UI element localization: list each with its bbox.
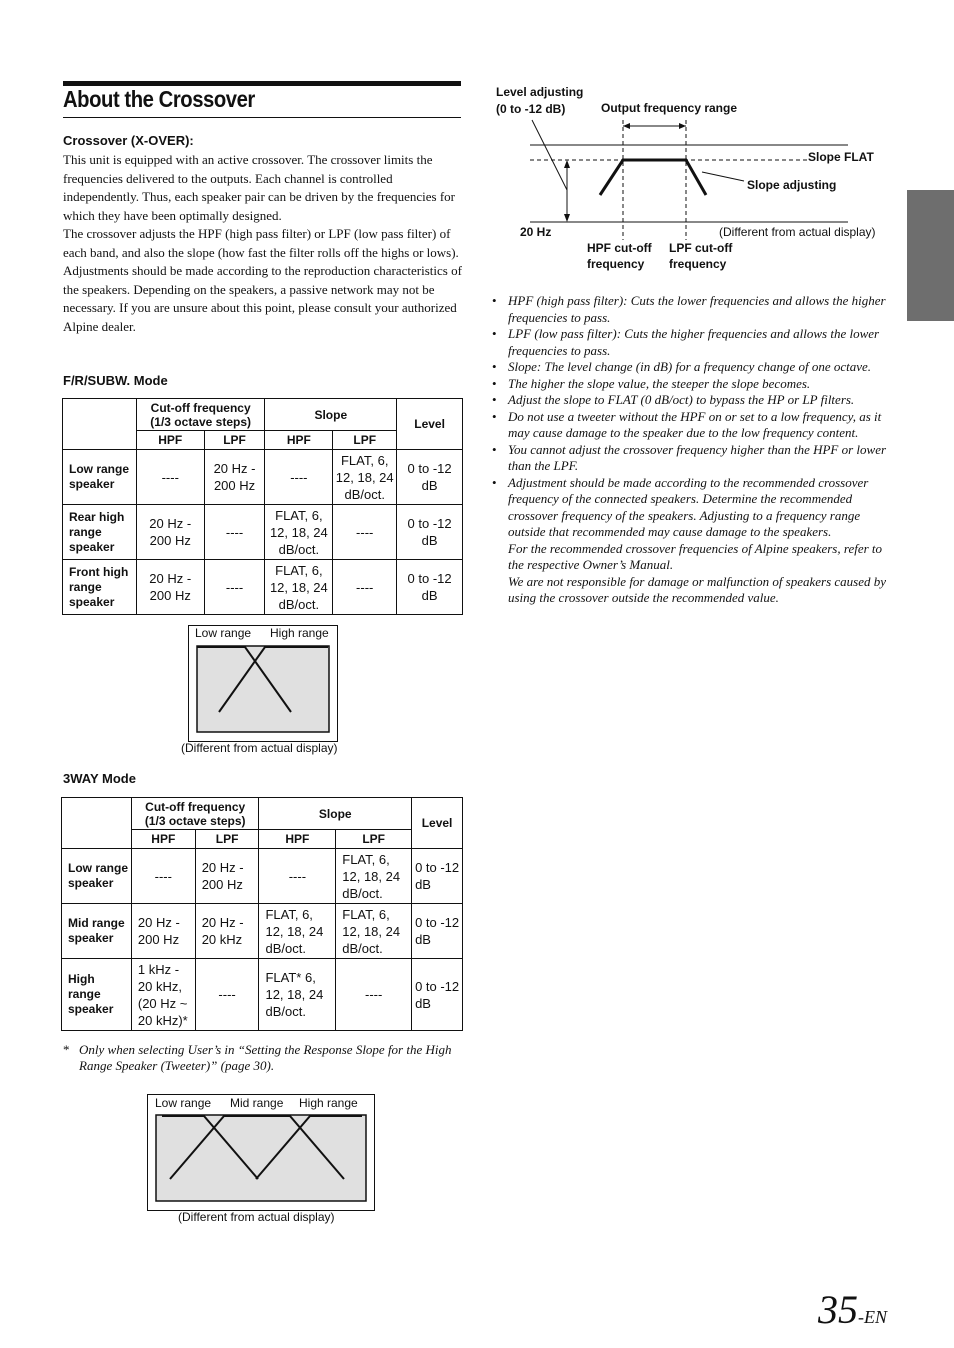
slope-leader (702, 172, 744, 181)
cell: ---- (204, 560, 265, 615)
cutoff-header: Cut-off frequency (1/3 octave steps) (136, 399, 265, 431)
page-number (818, 1286, 887, 1341)
table-row (62, 959, 463, 1031)
cell: ---- (333, 560, 397, 615)
level-header: Level (412, 798, 463, 849)
list-item: • The higher the slope value, the steeper the slope becomes. (490, 376, 895, 393)
note-paragraph: We are not responsible for damage or malfunction of speakers caused by using the crossover outside the recommended value. (508, 573, 887, 605)
mid-range-label: Mid range (230, 1096, 284, 1110)
cell: 1 kHz - 20 kHz, (20 Hz ~ 20 kHz)* (131, 959, 195, 1031)
cell: ---- (195, 959, 259, 1031)
corner-cell (63, 399, 137, 450)
crossover-heading: Crossover (X-OVER): (63, 133, 194, 148)
footnote-mark: * (63, 1042, 70, 1057)
arrowhead (564, 160, 570, 168)
frsub-heading: F/R/SUBW. Mode (63, 373, 168, 388)
intro-paragraph: The crossover adjusts the HPF (high pass filter) or LPF (low pass filter) of each band, and also the slope (how fast the filter rolls off the highs or lows). (63, 226, 459, 260)
page-number-value: 35 (818, 1287, 858, 1332)
slope-adjusting-label: Slope adjusting (747, 178, 837, 192)
hpf-frequency-label: frequency (587, 257, 645, 271)
lpf-header: LPF (195, 830, 259, 849)
cell: FLAT, 6, 12, 18, 24 dB/oct. (265, 505, 333, 560)
cell: ---- (265, 450, 333, 505)
row-name: High range speaker (62, 959, 132, 1031)
side-tab (907, 190, 954, 321)
cell: 0 to -12 dB (412, 849, 463, 904)
arrowhead (679, 123, 686, 129)
table-row (63, 505, 463, 560)
lpf-header: LPF (204, 431, 265, 450)
cell: ---- (131, 849, 195, 904)
lpf-header: LPF (333, 431, 397, 450)
graph-frame (197, 646, 329, 732)
cell: ---- (259, 849, 336, 904)
cell: 0 to -12 dB (412, 904, 463, 959)
20hz-label: 20 Hz (520, 225, 552, 239)
cell: ---- (136, 450, 204, 505)
lpf-header: LPF (336, 830, 412, 849)
list-item: • Slope: The level change (in dB) for a frequency change of one octave. (490, 359, 895, 376)
level-range-label: (0 to -12 dB) (496, 102, 566, 116)
cell: ---- (333, 505, 397, 560)
page-title: About the Crossover (63, 86, 255, 112)
arrowhead (564, 214, 570, 222)
level-adjusting-label: Level adjusting (496, 85, 584, 99)
page-number-suffix: -EN (858, 1307, 887, 1327)
hpf-header: HPF (259, 830, 336, 849)
table-row (62, 849, 463, 904)
high-range-label: High range (299, 1096, 358, 1110)
crossover-graph (189, 626, 337, 741)
row-name: Low range speaker (62, 849, 132, 904)
footnote-text: Only when selecting User’s in “Setting the Response Slope for the High Range Speaker (Tweeter)” (page 30). (79, 1042, 452, 1073)
level-leader (532, 120, 567, 190)
hpf-header: HPF (136, 431, 204, 450)
cell: ---- (204, 505, 265, 560)
list-item: • Do not use a tweeter without the HPF on or set to a low frequency, as it may cause damage to the speaker due to the low frequency content. (490, 409, 895, 442)
row-name: Front high range speaker (63, 560, 137, 615)
level-header: Level (397, 399, 463, 450)
row-name: Low range speaker (63, 450, 137, 505)
footnote (63, 1042, 463, 1074)
table-row (63, 450, 463, 505)
list-item: • Adjust the slope to FLAT (0 dB/oct) to bypass the HP or LP filters. (490, 392, 895, 409)
lpf-cutoff-label: LPF cut-off (669, 241, 733, 255)
low-range-label: Low range (155, 1096, 212, 1110)
cell: ---- (336, 959, 412, 1031)
title-underline (63, 117, 461, 118)
high-range-label: High range (270, 626, 329, 640)
diagram-caption: (Different from actual display) (181, 741, 338, 755)
note-paragraph: For the recommended crossover frequencies of Alpine speakers, refer to the respective Owner’s Manual. (508, 540, 883, 572)
table-row (62, 904, 463, 959)
cell: 20 Hz - 200 Hz (136, 560, 204, 615)
cell: 20 Hz - 200 Hz (195, 849, 259, 904)
cell: FLAT, 6, 12, 18, 24 dB/oct. (336, 904, 412, 959)
threeway-table (61, 797, 463, 1031)
cell: 20 Hz - 200 Hz (204, 450, 265, 505)
cell: FLAT, 6, 12, 18, 24 dB/oct. (259, 904, 336, 959)
cell: 20 Hz - 200 Hz (131, 904, 195, 959)
list-item (490, 475, 895, 607)
lpf-frequency-label: frequency (669, 257, 727, 271)
list-item: • LPF (low pass filter): Cuts the higher frequencies and allows the lower frequencies to pass. (490, 326, 895, 359)
table-row (63, 560, 463, 615)
cutoff-header: Cut-off frequency (1/3 octave steps) (131, 798, 259, 830)
cell: 0 to -12 dB (397, 505, 463, 560)
notes-list (490, 293, 895, 607)
row-name: Mid range speaker (62, 904, 132, 959)
crossover-graph (148, 1095, 374, 1210)
cell: 20 Hz - 200 Hz (136, 505, 204, 560)
hpf-cutoff-label: HPF cut-off (587, 241, 652, 255)
frsub-crossover-diagram (188, 625, 338, 742)
list-item: • You cannot adjust the crossover frequency higher than the HPF or lower than the LPF. (490, 442, 895, 475)
row-name: Rear high range speaker (63, 505, 137, 560)
crossover-intro (63, 151, 463, 336)
intro-paragraph: Adjustments should be made according to the reproduction characteristics of the speakers. Depending on the speakers, a passive network may not be necessary. If you are unsure about this point, please consult your authorized Alpine dealer. (63, 263, 462, 334)
corner-cell (62, 798, 132, 849)
low-range-label: Low range (195, 626, 252, 640)
cell: 0 to -12 dB (397, 450, 463, 505)
hpf-header: HPF (131, 830, 195, 849)
cell: FLAT, 6, 12, 18, 24 dB/oct. (336, 849, 412, 904)
slope-header: Slope (259, 798, 412, 830)
arrowhead (623, 123, 630, 129)
frsub-table (62, 398, 463, 615)
intro-paragraph: This unit is equipped with an active crossover. The crossover limits the frequencies delivered to the outputs. Each channel is controlled independently. Thus, each speaker pair can be driven by the frequencies for which they have been optimally designed. (63, 152, 456, 223)
hpf-header: HPF (265, 431, 333, 450)
cell: FLAT, 6, 12, 18, 24 dB/oct. (265, 560, 333, 615)
slope-flat-label: Slope FLAT (808, 150, 874, 164)
cell: FLAT, 6, 12, 18, 24 dB/oct. (333, 450, 397, 505)
threeway-crossover-diagram (147, 1094, 375, 1211)
diagram-caption: (Different from actual display) (719, 225, 876, 239)
cell: 0 to -12 dB (412, 959, 463, 1031)
cell: FLAT* 6, 12, 18, 24 dB/oct. (259, 959, 336, 1031)
output-range-label: Output frequency range (601, 101, 738, 115)
threeway-heading: 3WAY Mode (63, 771, 136, 786)
cell: 0 to -12 dB (397, 560, 463, 615)
list-item: • HPF (high pass filter): Cuts the lower frequencies and allows the higher frequencies to pass. (490, 293, 895, 326)
note-paragraph: • Adjustment should be made according to the recommended crossover frequency of the connected speakers. Determine the recommended crossover frequency of the speakers. Adjusting to a frequency range outside that recommended may cause damage to the speakers. (508, 474, 869, 539)
diagram-caption: (Different from actual display) (178, 1210, 335, 1224)
slope-header: Slope (265, 399, 397, 431)
filter-curve (600, 160, 706, 195)
cell: 20 Hz - 20 kHz (195, 904, 259, 959)
